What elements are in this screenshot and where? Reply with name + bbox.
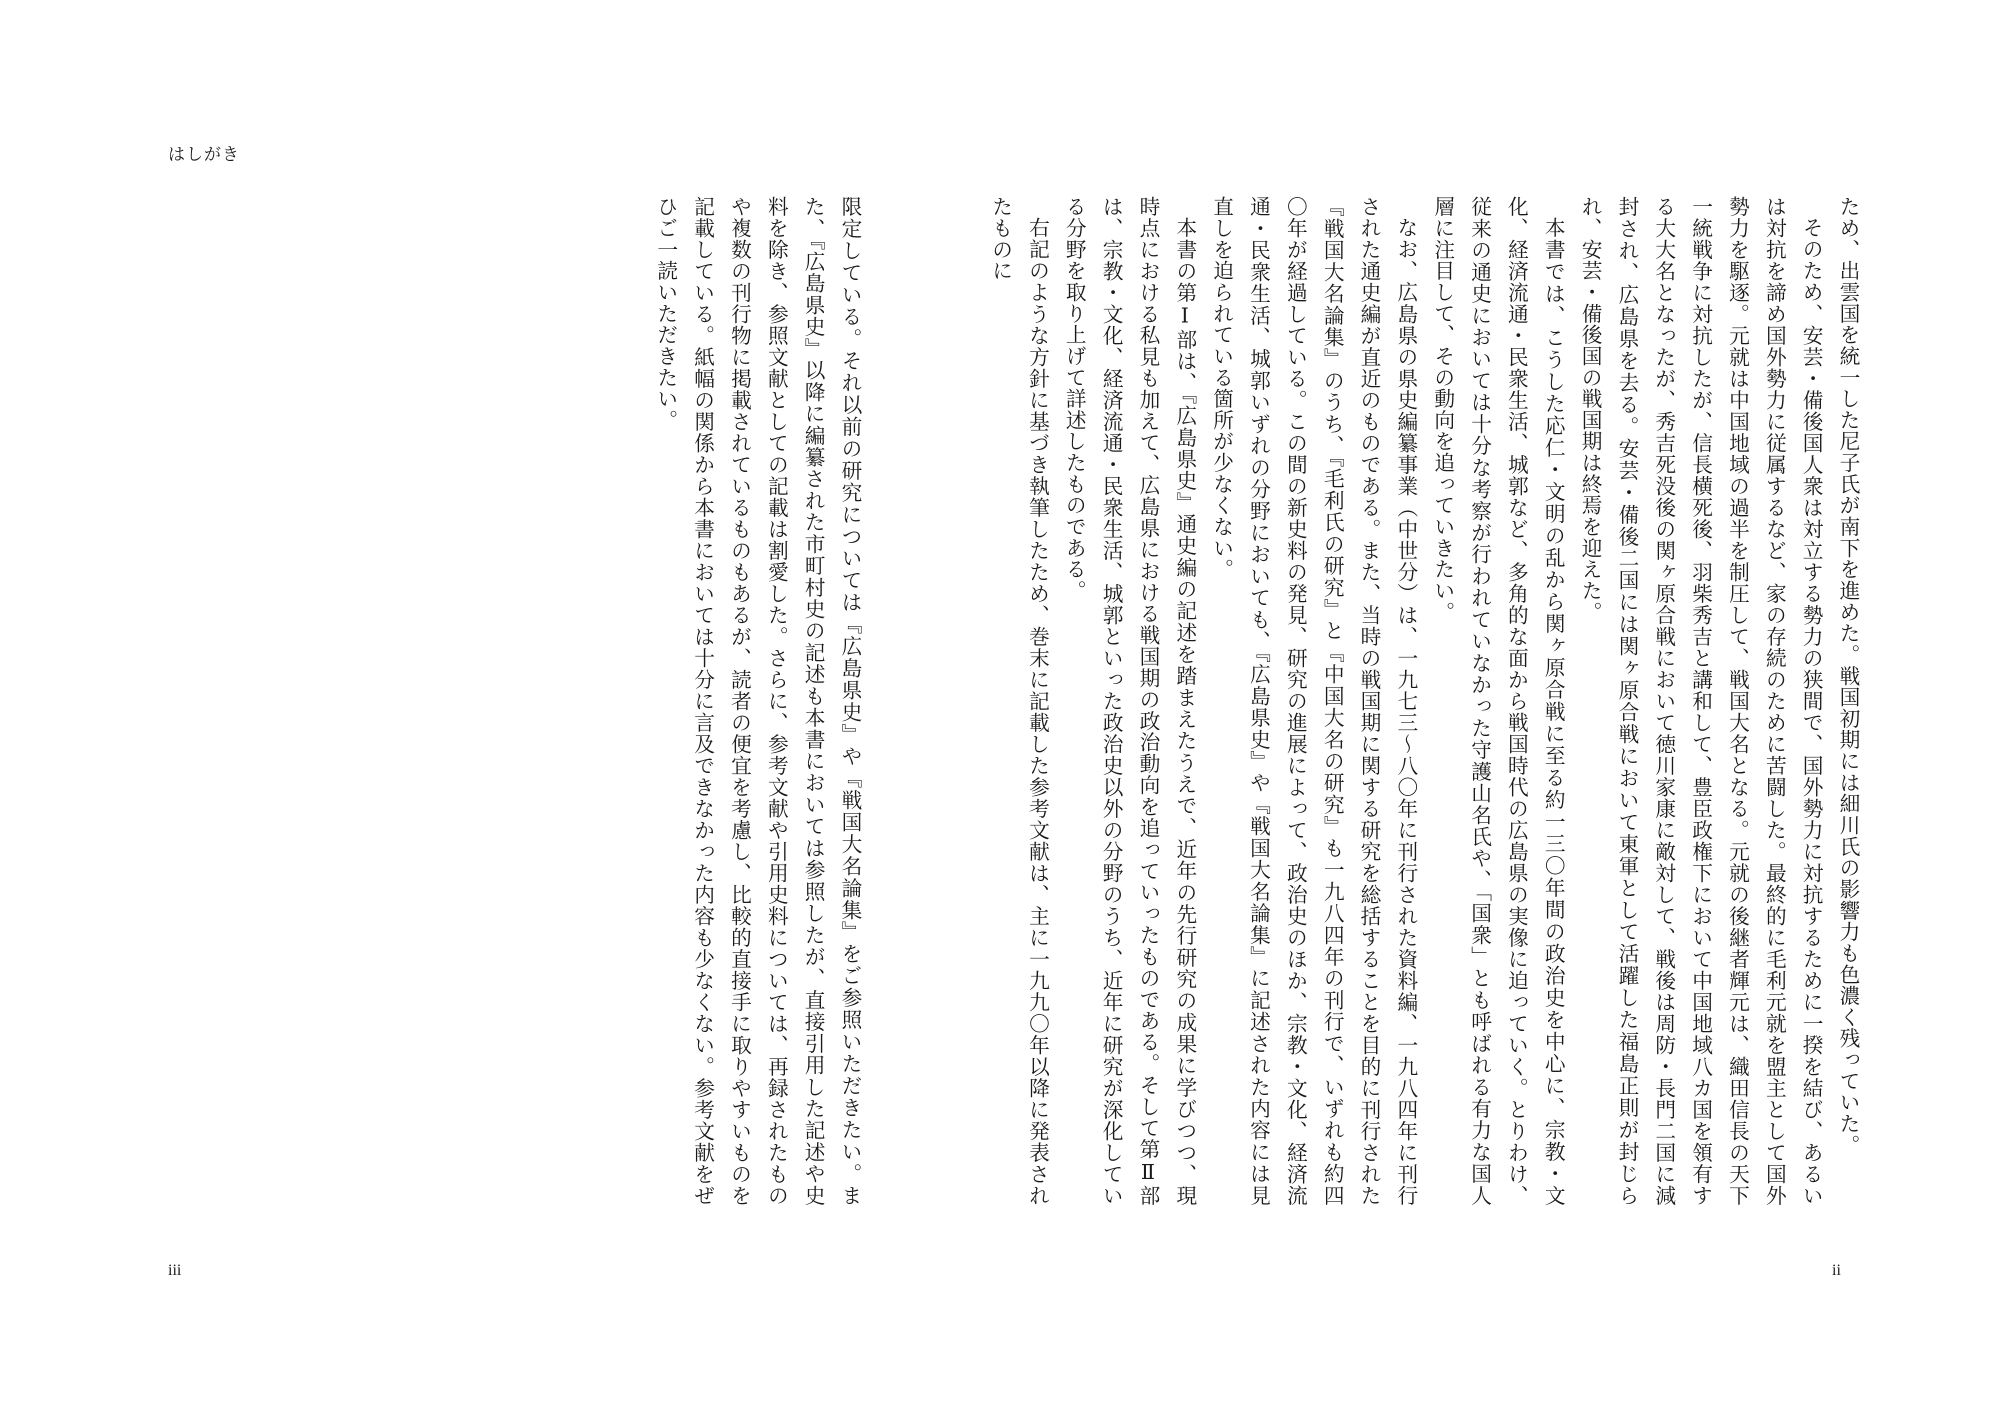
page-number-left: iii	[168, 1262, 182, 1279]
paragraph: なお、広島県の県史編纂事業（中世分）は、一九七三～八〇年に刊行された資料編、一九八四年に刊行された通史編が直近のものである。また、当時の戦国期に関する研究を総括することを目的に刊行された『戦国大名論集』のうち、『毛利氏の研究』と『中国大名の研究』も一九八四年の刊行で、いずれも約四〇年が経過している。この間の新史料の発見、研究の進展によって、政治史のほか、宗教・文化、経済流通・民衆生活、城郭いずれの分野においても、『広島県史』や『戦国大名論集』に記述された内容には見直しを迫られている箇所が少なくない。	[1209, 196, 1418, 1206]
right-page-body	[988, 196, 1866, 1206]
left-page-body	[653, 196, 868, 1206]
paragraph: そのため、安芸・備後国人衆は対立する勢力の狭間で、国外勢力に対抗するために一揆を結び、あるいは対抗を諦め国外勢力に従属するなど、家の存続のために苦闘した。最終的に毛利元就を盟主として国外勢力を駆逐。元就は中国地域の過半を制圧して、戦国大名となる。元就の後継者輝元は、織田信長の天下一統戦争に対抗したが、信長横死後、羽柴秀吉と講和して、豊臣政権下において中国地域八カ国を領有する大大名となったが、秀吉死没後の関ヶ原合戦において徳川家康に敵対して、戦後は周防・長門二国に減封され、広島県を去る。安芸・備後二国には関ヶ原合戦において東軍として活躍した福島正則が封じられ、安芸・備後国の戦国期は終焉を迎えた。	[1578, 196, 1824, 1206]
paragraph: 右記のような方針に基づき執筆したため、巻末に記載した参考文献は、主に一九九〇年以降に発表されたものに	[988, 196, 1050, 1206]
paragraph: 本書の第Ⅰ部は、『広島県史』通史編の記述を踏まえたうえで、近年の先行研究の成果に学びつつ、現時点における私見も加えて、広島県における戦国期の政治動向を追っていったものである。そして第Ⅱ部は、宗教・文化、経済流通・民衆生活、城郭といった政治史以外の分野のうち、近年に研究が深化している分野を取り上げて詳述したものである。	[1062, 196, 1197, 1206]
paragraph: 本書では、こうした応仁・文明の乱から関ヶ原合戦に至る約一三〇年間の政治史を中心に、宗教・文化、経済流通・民衆生活、城郭など、多角的な面から戦国時代の広島県の実像に迫っていく。とりわけ、従来の通史においては十分な考察が行われていなかった守護山名氏や、「国衆」とも呼ばれる有力な国人層に注目して、その動向を追っていきたい。	[1430, 196, 1566, 1206]
page-number-right: ii	[1832, 1262, 1841, 1279]
running-head: はしがき	[168, 145, 240, 165]
paragraph: 限定している。それ以前の研究については『広島県史』や『戦国大名論集』をご参照いただきたい。また、『広島県史』以降に編纂された市町村史の記述も本書においては参照したが、直接引用した記述や史料を除き、参照文献としての記載は割愛した。さらに、参考文献や引用史料については、再録されたものや複数の刊行物に掲載されているものもあるが、読者の便宜を考慮し、比較的直接手に取りやすいものを記載している。紙幅の関係から本書においては十分に言及できなかった内容も少なくない。参考文献をぜひご一読いただきたい。	[653, 196, 862, 1206]
paragraph: ため、出雲国を統一した尼子氏が南下を進めた。戦国初期には細川氏の影響力も色濃く残っていた。	[1836, 196, 1860, 1156]
